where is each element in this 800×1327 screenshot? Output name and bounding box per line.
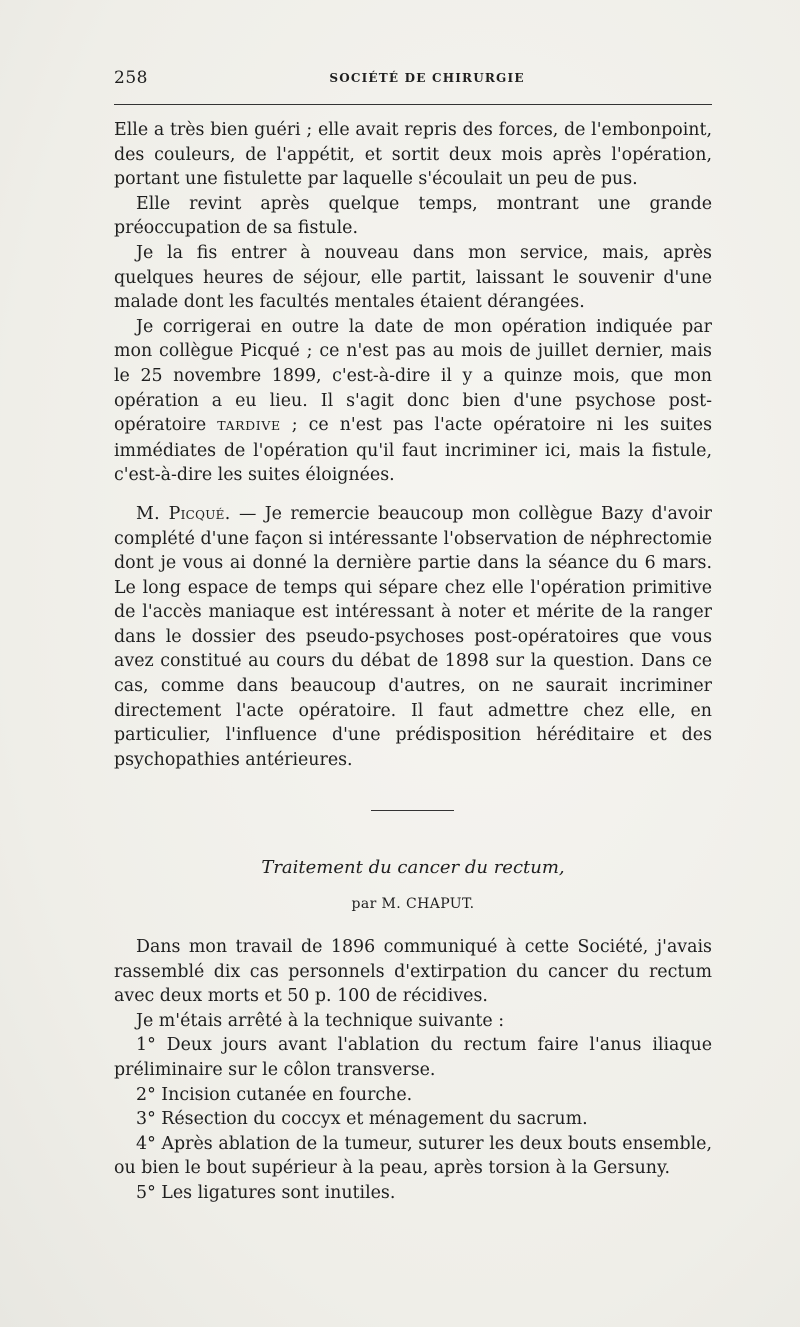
paragraph: Elle a très bien guéri ; elle avait repris des forces, de l'embonpoint, des couleurs, de l'appétit, et sortit deux mois après l'opération, portant une fistulette par laquelle s'écoulait un peu de pus. xyxy=(114,120,712,190)
paragraph: Je m'étais arrêté à la technique suivante : xyxy=(136,1010,505,1031)
paragraph: Elle revint après quelque temps, montrant une grande préoccupation de sa fistule. xyxy=(114,193,712,239)
list-item: 2° Incision cutanée en fourche. xyxy=(136,1084,413,1105)
small-caps-emphasis: TARDIVE xyxy=(217,418,281,434)
section-byline: par M. CHAPUT. xyxy=(351,896,475,912)
paragraph-text: — Je remercie beaucoup mon collègue Bazy d'avoir complété d'une façon si intéressante l'observation de néphrectomie dont je vous ai donné la dernière partie dans la séance du 6 mars. Le long espace de temps qui sépare chez elle l'opération primitive de l'accès maniaque est intéressant à noter et mérite de la ranger dans le dossier des pseudo-psychoses post-opératoires que vous avez constitué au cours du débat de 1898 sur la question. Dans ce cas, comme dans beaucoup d'autres, on ne saurait incriminer directement l'acte opératoire. Il faut admettre chez elle, en particulier, l'influence d'une prédisposition héréditaire et des psychopathies antérieures. xyxy=(114,503,712,770)
paragraph: Dans mon travail de 1896 communiqué à cette Société, j'avais rassemblé dix cas personnels d'extirpation du cancer du rectum avec deux morts et 50 p. 100 de récidives. xyxy=(114,937,712,1007)
list-item: 1° Deux jours avant l'ablation du rectum faire l'anus iliaque préliminaire sur le côlon transverse. xyxy=(114,1035,712,1080)
page-header xyxy=(114,68,712,92)
speaker-name: M. Picqué. xyxy=(136,503,231,524)
paragraph xyxy=(114,315,712,488)
section-title: Traitement du cancer du rectum, xyxy=(261,857,565,878)
list-item: 3° Résection du coccyx et ménagement du sacrum. xyxy=(136,1109,588,1130)
header-rule xyxy=(114,104,712,105)
section-text xyxy=(114,935,712,1206)
paragraph: Je la fis entrer à nouveau dans mon service, mais, après quelques heures de séjour, elle partit, laissant le souvenir d'une malade dont les facultés mentales étaient dérangées. xyxy=(114,242,712,313)
running-head: SOCIÉTÉ DE CHIRURGIE xyxy=(329,71,525,85)
page-number: 258 xyxy=(114,68,148,88)
paragraph-text: Je corrigerai en outre la date de mon opération indiquée par mon collègue Picqué ; ce n'est pas au mois de juillet dernier, mais le 25 novembre 1899, c'est-à-dire il y a quinze mois, que mon opération a eu lieu. Il s'agit donc bien d'une psychose post-opératoire xyxy=(114,316,712,436)
list-item: 5° Les ligatures sont inutiles. xyxy=(136,1182,396,1203)
paragraph-speech xyxy=(114,502,712,773)
section-separator xyxy=(371,810,454,811)
paragraph-text: ; ce n'est pas l'acte opératoire ni les suites immédiates de l'opération qu'il faut incriminer ici, mais la fistule, c'est-à-dire les suites éloignées. xyxy=(114,415,713,486)
main-text xyxy=(114,118,712,772)
list-item: 4° Après ablation de la tumeur, suturer les deux bouts ensemble, ou bien le bout supérieur à la peau, après torsion à la Gersuny. xyxy=(114,1133,712,1179)
